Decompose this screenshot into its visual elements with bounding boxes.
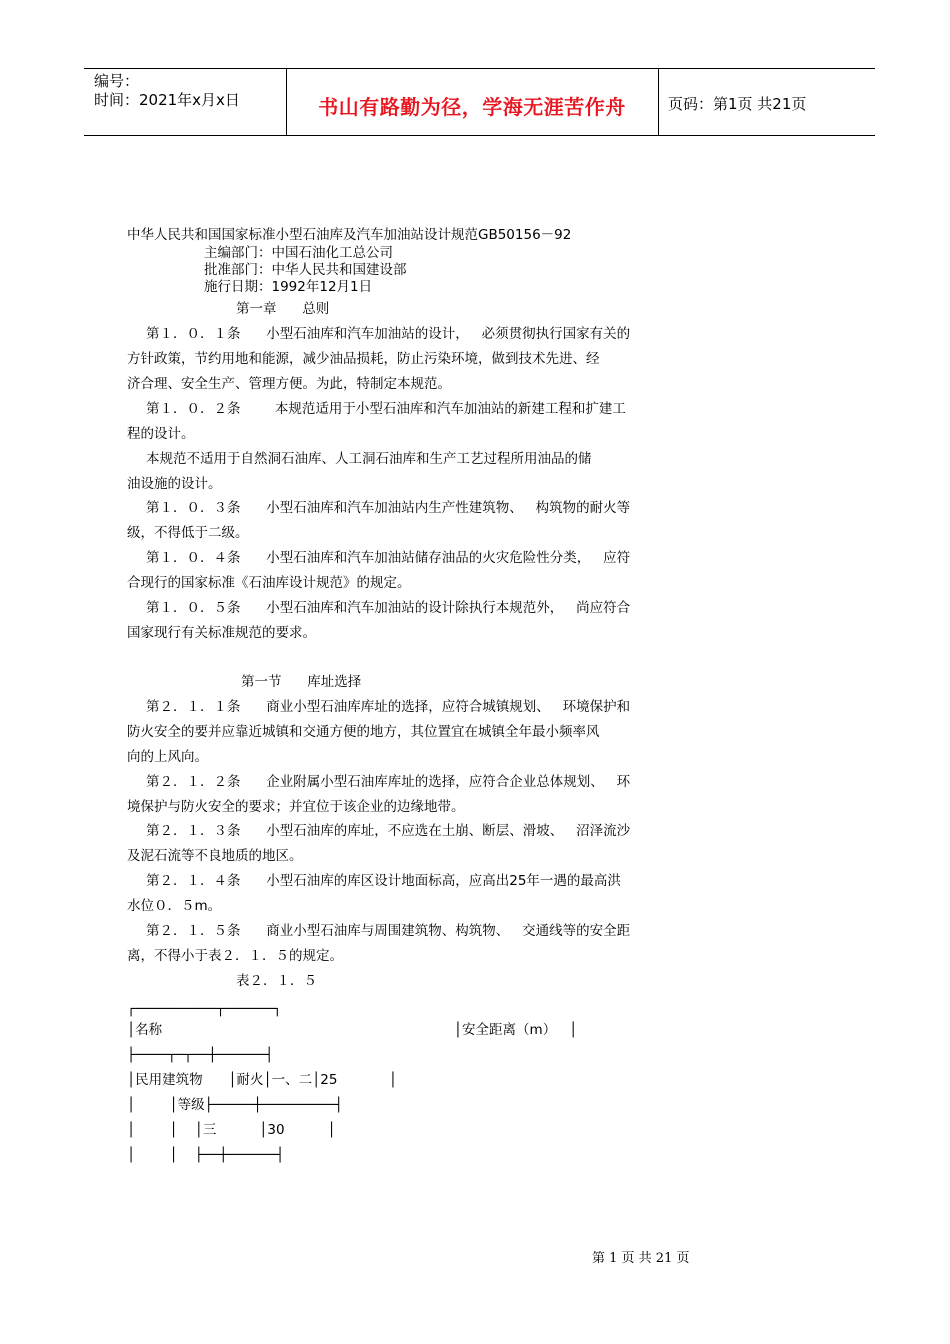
- paragraph-line: 第１．０．２条 本规范适用于小型石油库和汽车加油站的新建工程和扩建工: [146, 401, 626, 417]
- paragraph-line: 第２．１．３条 小型石油库的库址，不应选在土崩、断层、滑坡、 沼泽流沙: [146, 823, 631, 839]
- table-caption: 表２．１．５: [236, 973, 317, 989]
- doc-title: 中华人民共和国国家标准小型石油库及汽车加油站设计规范GB50156－92: [127, 227, 572, 243]
- paragraph-line: 向的上风向。: [127, 749, 208, 765]
- paragraph-line: 离，不得小于表２．１．５的规定。: [127, 948, 343, 964]
- header-top-rule: [84, 68, 875, 69]
- paragraph-line: 第１．０．３条 小型石油库和汽车加油站内生产性建筑物、 构筑物的耐火等: [146, 500, 631, 516]
- paragraph-line: 合现行的国家标准《石油库设计规范》的规定。: [127, 575, 411, 591]
- paragraph-line: 济合理、安全生产、管理方便。为此，特制定本规范。: [127, 376, 451, 392]
- paragraph-line: 油设施的设计。: [127, 476, 222, 492]
- paragraph-line: 程的设计。: [127, 426, 195, 442]
- table-line: │民用建筑物 │耐火│一、二│25 │: [127, 1072, 398, 1088]
- paragraph-line: 水位０．５m。: [127, 898, 222, 914]
- paragraph-line: 第１．０．５条 小型石油库和汽车加油站的设计除执行本规范外， 尚应符合: [146, 600, 631, 616]
- paragraph-line: 第２．１．１条 商业小型石油库库址的选择，应符合城镇规划、 环境保护和: [146, 699, 631, 715]
- paragraph-line: 方针政策，节约用地和能源，减少油品损耗，防止污染环境，做到技术先进、经: [127, 351, 600, 367]
- doc-effective-date: 施行日期：1992年12月1日: [204, 279, 373, 295]
- table-line: │ │ ├──┼──────┤: [127, 1147, 285, 1163]
- doc-approval-dept: 批准部门：中华人民共和国建设部: [204, 262, 407, 278]
- paragraph-line: 国家现行有关标准规范的要求。: [127, 625, 316, 641]
- paragraph-line: 第２．１．２条 企业附属小型石油库库址的选择，应符合企业总体规划、 环: [146, 774, 631, 790]
- paragraph-line: 本规范不适用于自然洞石油库、人工洞石油库和生产工艺过程所用油品的储: [146, 451, 592, 467]
- section-heading: 第一节 库址选择: [241, 674, 362, 690]
- header-bottom-rule: [84, 135, 875, 136]
- header-meta: [94, 72, 240, 110]
- paragraph-line: 及泥石流等不良地质的地区。: [127, 848, 303, 864]
- header-page-label: 页码：第1页 共21页: [668, 95, 807, 113]
- header-divider-right: [658, 68, 659, 136]
- paragraph-line: 境保护与防火安全的要求；并宜位于该企业的边缘地带。: [127, 799, 465, 815]
- header-time-label: 时间：2021年x月x日: [94, 91, 240, 109]
- header-motto: 书山有路勤为径，学海无涯苦作舟: [318, 95, 626, 119]
- paragraph-line: 第２．１．５条 商业小型石油库与周围建筑物、构筑物、 交通线等的安全距: [146, 923, 631, 939]
- paragraph-line: 防火安全的要并应靠近城镇和交通方便的地方，其位置宜在城镇全年最小频率风: [127, 724, 600, 740]
- table-line: │ │等级├─────┼─────────┤: [127, 1097, 343, 1113]
- paragraph-line: 级，不得低于二级。: [127, 525, 249, 541]
- paragraph-line: 第１．０．１条 小型石油库和汽车加油站的设计， 必须贯彻执行国家有关的: [146, 326, 631, 342]
- paragraph-line: 第２．１．４条 小型石油库的库区设计地面标高，应高出25年一遇的最高洪: [146, 873, 621, 889]
- page-footer: 第 1 页 共 21 页: [592, 1251, 690, 1266]
- table-line: ┌──────────┬──────┐: [127, 1001, 282, 1017]
- header-number-label: 编号：: [94, 72, 140, 90]
- table-line: ├────┬─┬──┼──────┤: [127, 1047, 274, 1063]
- chapter-heading: 第一章 总则: [236, 301, 330, 317]
- table-line: │ │ │三 │30 │: [127, 1122, 336, 1138]
- table-line: │名称 │安全距离（m） │: [127, 1022, 578, 1038]
- paragraph-line: 第１．０．４条 小型石油库和汽车加油站储存油品的火灾危险性分类， 应符: [146, 550, 631, 566]
- doc-editor-dept: 主编部门：中国石油化工总公司: [204, 245, 393, 261]
